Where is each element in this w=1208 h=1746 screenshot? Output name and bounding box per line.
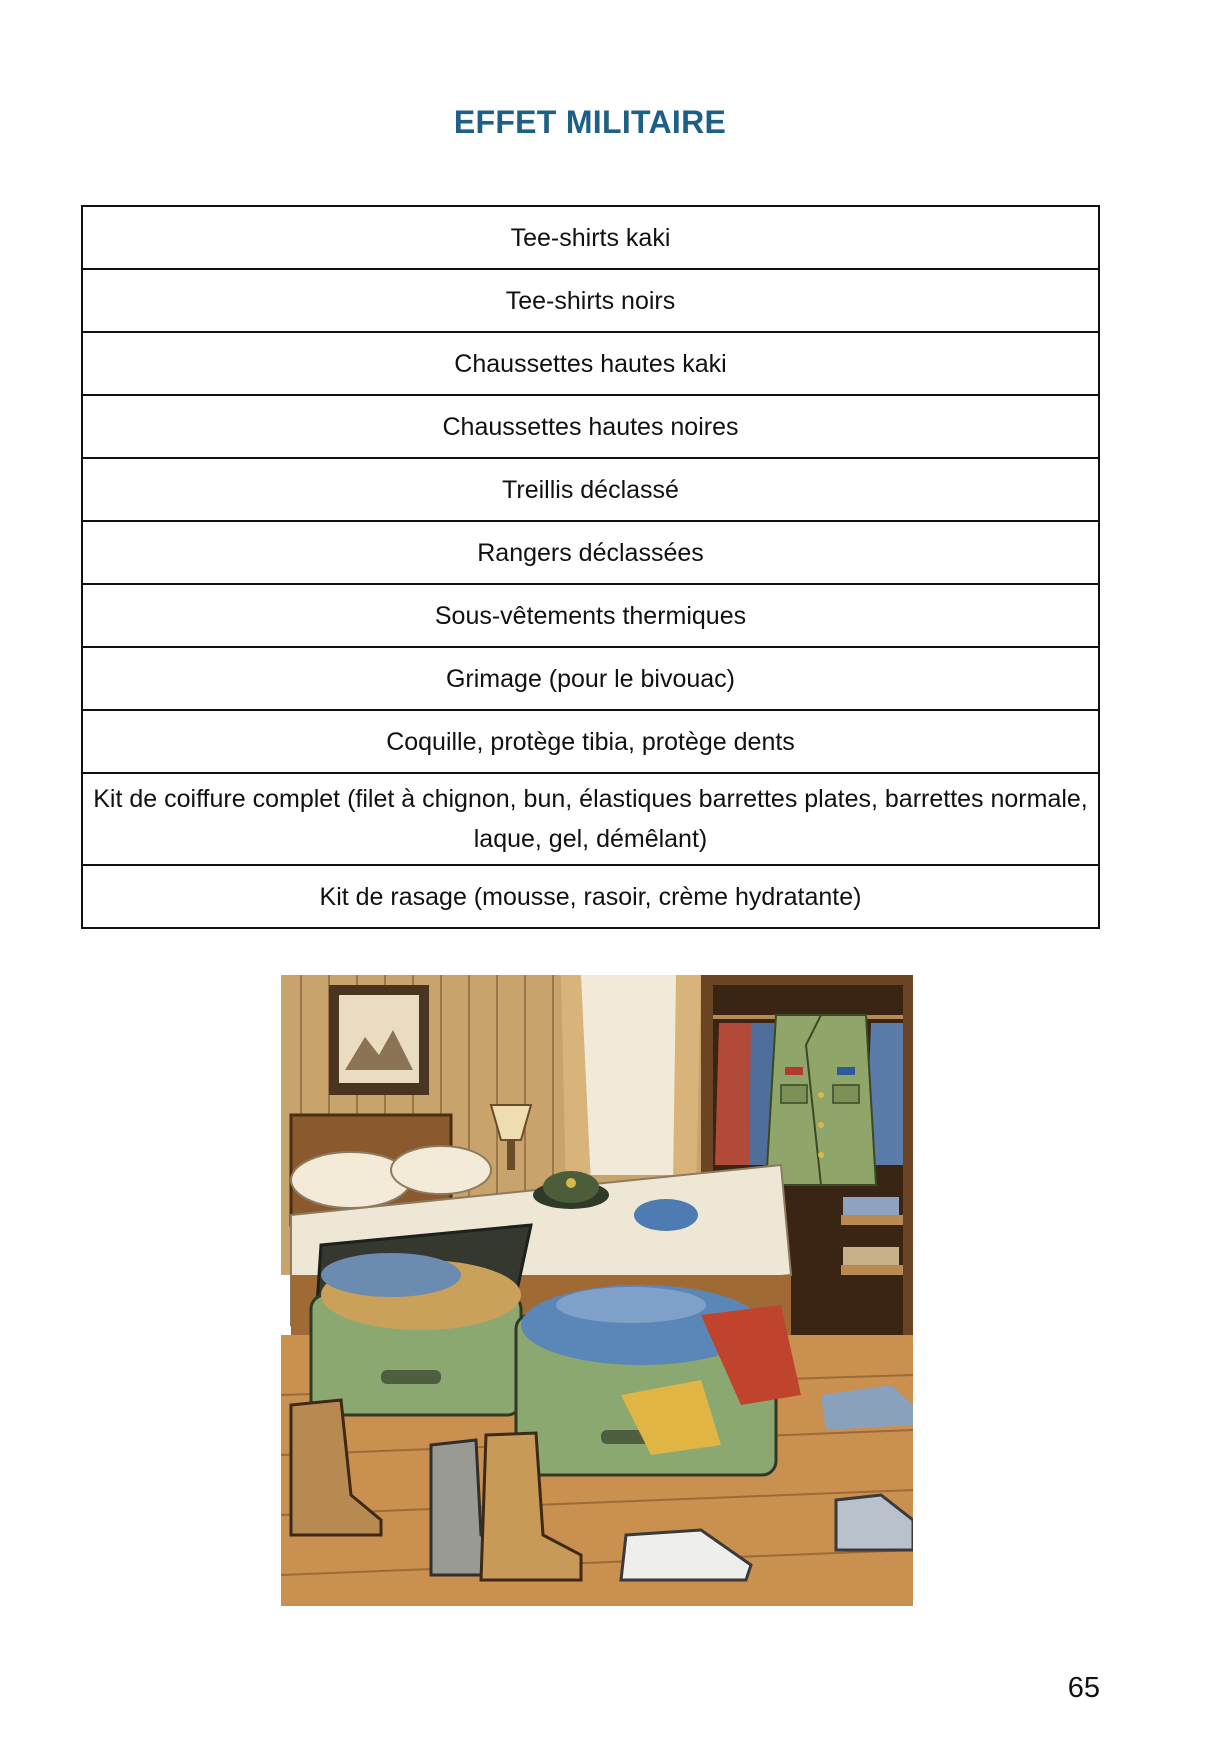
page-number: 65 (1067, 1672, 1100, 1704)
table-cell: Tee-shirts kaki (82, 206, 1099, 269)
table-cell: Kit de coiffure complet (filet à chignon, bun, élastiques barrettes plates, barrettes normale, laque, gel, démêlant) (82, 773, 1099, 865)
table-row (82, 647, 1099, 710)
table-cell: Chaussettes hautes kaki (82, 332, 1099, 395)
table-row (82, 710, 1099, 773)
table-row (82, 521, 1099, 584)
table-row (82, 395, 1099, 458)
table-cell: Sous-vêtements thermiques (82, 584, 1099, 647)
packing-list-table (81, 205, 1100, 929)
bedroom-packing-illustration (281, 975, 913, 1606)
table-row (82, 865, 1099, 928)
page-title: EFFET MILITAIRE (453, 104, 727, 140)
table-row (82, 773, 1099, 865)
table-cell: Chaussettes hautes noires (82, 395, 1099, 458)
table-row (82, 269, 1099, 332)
table-cell: Rangers déclassées (82, 521, 1099, 584)
table-cell: Coquille, protège tibia, protège dents (82, 710, 1099, 773)
table-cell: Grimage (pour le bivouac) (82, 647, 1099, 710)
table-row (82, 332, 1099, 395)
table-cell: Kit de rasage (mousse, rasoir, crème hydratante) (82, 865, 1099, 928)
table-row (82, 206, 1099, 269)
table-row (82, 458, 1099, 521)
table-cell: Treillis déclassé (82, 458, 1099, 521)
table-cell: Tee-shirts noirs (82, 269, 1099, 332)
table-row (82, 584, 1099, 647)
